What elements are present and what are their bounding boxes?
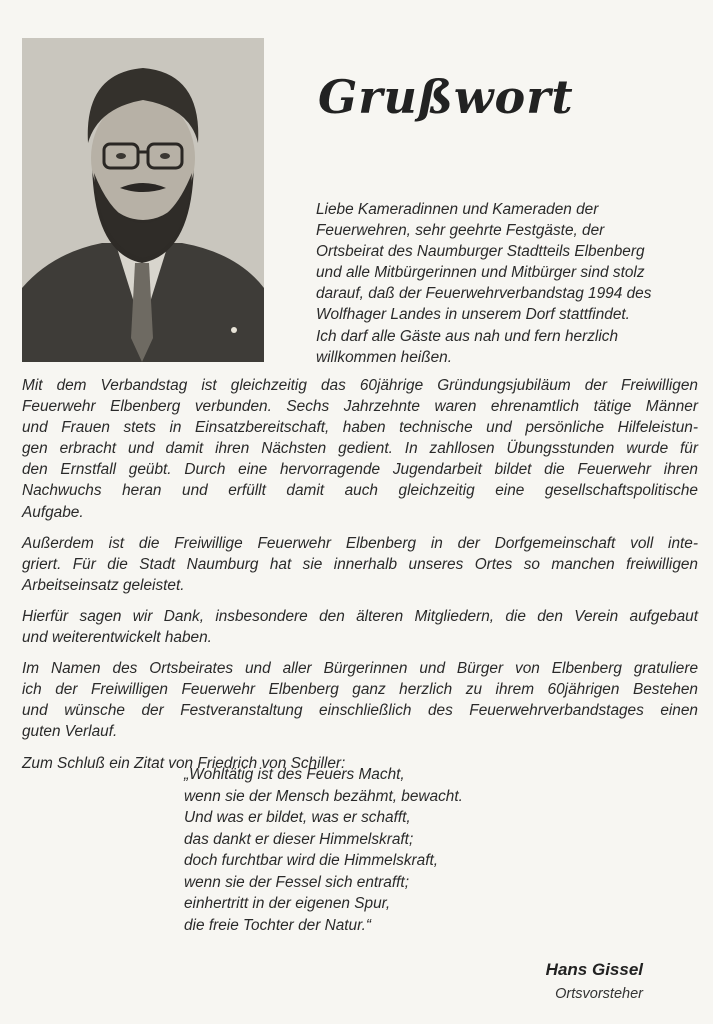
body-text (22, 375, 698, 784)
intro-line: Wolfhager Landes in unserem Dorf stattfindet. (316, 306, 630, 324)
poem-line: das dankt er dieser Himmelskraft; (184, 830, 414, 848)
signature-role: Ortsvorsteher (555, 986, 643, 1002)
intro-line: Ortsbeirat des Naumburger Stadtteils Elbenberg (316, 243, 645, 261)
text-line: guten Verlauf. (22, 723, 118, 741)
intro-line: willkommen heißen. (316, 348, 452, 366)
page-title: Grußwort (318, 70, 574, 124)
intro-text (316, 199, 700, 368)
text-line: und weiterentwickelt haben. (22, 629, 212, 647)
text-line: Außerdem ist die Freiwillige Feuerwehr Elbenberg in der Dorfgemeinschaft voll inte- (22, 534, 698, 552)
intro-line: Ich darf alle Gäste aus nah und fern herzlich (316, 327, 619, 345)
paragraph (22, 658, 698, 742)
text-line: Arbeitseinsatz geleistet. (22, 576, 185, 594)
portrait-photo (22, 38, 264, 362)
poem-line: wenn sie der Mensch bezähmt, bewacht. (184, 787, 463, 805)
signature-name: Hans Gissel (545, 960, 643, 979)
intro-line: Liebe Kameradinnen und Kameraden der (316, 201, 599, 218)
poem-line: „Wohltätig ist des Feuers Macht, (184, 766, 405, 783)
poem-line: die freie Tochter der Natur.“ (184, 916, 372, 934)
poem-line: einhertritt in der eigenen Spur, (184, 895, 391, 912)
intro-line: und alle Mitbürgerinnen und Mitbürger sind stolz (316, 264, 645, 282)
text-line: und wünsche der Festveranstaltung einschließlich des Feuerwehrverbandstages einen (22, 702, 698, 720)
poem-line: wenn sie der Fessel sich entrafft; (184, 873, 409, 891)
text-line: gen erbracht und damit ihren Nächsten gedient. In zahllosen Übungsstunden wurde für (22, 440, 698, 458)
schiller-quote (184, 764, 463, 936)
text-line: Im Namen des Ortsbeirates und aller Bürgerinnen und Bürger von Elbenberg gratuliere (22, 660, 698, 678)
intro-line: darauf, daß der Feuerwehrverbandstag 1994 des (316, 285, 652, 303)
portrait-illustration (22, 38, 264, 362)
poem-line: Und was er bildet, was er schafft, (184, 809, 411, 826)
text-line: griert. Für die Stadt Naumburg hat sie innerhalb unseres Ortes so manchen freiwilligen (22, 555, 698, 573)
intro-line: Feuerwehren, sehr geehrte Festgäste, der (316, 222, 605, 240)
text-line: und Frauen stets in Einsatzbereitschaft, haben technische und persönliche Hilfeleistun- (22, 419, 698, 437)
text-line: Mit dem Verbandstag ist gleichzeitig das 60jährige Gründungsjubiläum der Freiwilligen (22, 377, 698, 394)
text-line: ich der Freiwilligen Feuerwehr Elbenberg ganz herzlich zu ihrem 60jährigen Bestehen (22, 681, 698, 699)
poem-line: doch furchtbar wird die Himmelskraft, (184, 852, 439, 869)
paragraph (22, 375, 698, 523)
paragraph (22, 533, 698, 596)
text-line: Hierfür sagen wir Dank, insbesondere den älteren Mitgliedern, die den Verein aufgebaut (22, 607, 698, 625)
text-line: Aufgabe. (22, 503, 84, 521)
text-line: Zum Schluß ein Zitat von Friedrich von Schiller: (22, 754, 346, 772)
text-line: Nachwuchs heran und erfüllt damit auch gleichzeitig eine gesellschaftspolitische (22, 482, 698, 500)
paragraph (22, 606, 698, 648)
text-line: Feuerwehr Elbenberg verbunden. Sechs Jahrzehnte waren ehrenamtlich tätige Männer (22, 398, 698, 416)
text-line: den Ernstfall geübt. Durch eine hervorragende Jugendarbeit bildet die Feuerwehr ihren (22, 461, 698, 479)
